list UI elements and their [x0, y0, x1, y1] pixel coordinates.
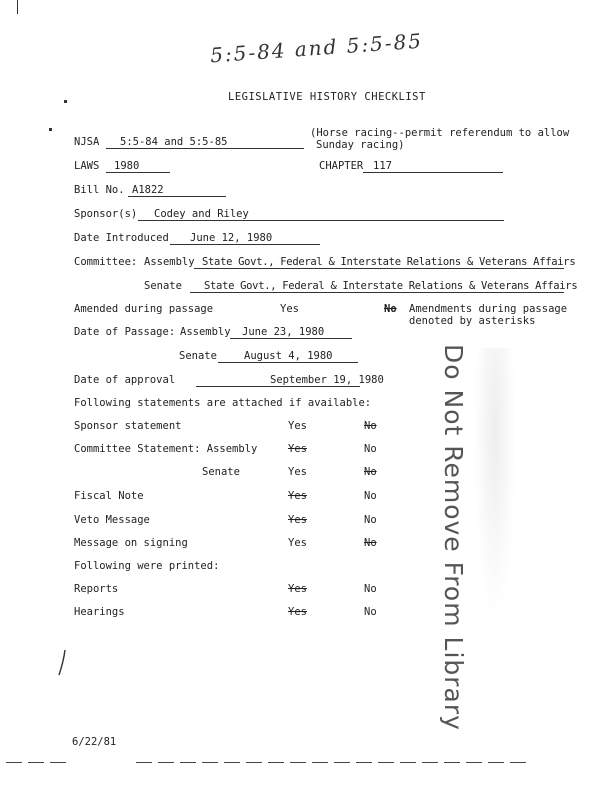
committee-assembly-label: Assembly — [144, 256, 195, 268]
amended-no: No — [384, 303, 397, 315]
page-title: LEGISLATIVE HISTORY CHECKLIST — [228, 91, 426, 103]
statement-yes: Yes — [288, 420, 307, 432]
passage-assembly-value: June 23, 1980 — [230, 326, 352, 339]
printed-heading: Following were printed: — [74, 560, 220, 572]
statement-yes: Yes — [288, 514, 307, 526]
statement-label: Veto Message — [74, 514, 150, 526]
date-of-passage-label: Date of Passage: — [74, 326, 176, 338]
statement-no: No — [364, 490, 377, 502]
passage-assembly-label: Assembly — [180, 326, 231, 338]
statement-yes: Yes — [288, 466, 307, 478]
statement-yes: Yes — [288, 537, 307, 549]
printed-label: Hearings — [74, 606, 125, 618]
njsa-note-line2: Sunday racing) — [316, 139, 405, 151]
handwritten-mark — [56, 648, 70, 678]
attached-heading: Following statements are attached if available: — [74, 397, 372, 409]
date-of-approval-label: Date of approval — [74, 374, 176, 386]
njsa-value: 5:5-84 and 5:5-85 — [106, 136, 304, 149]
passage-senate-value: August 4, 1980 — [218, 350, 358, 363]
sponsor-value: Codey and Riley — [138, 208, 504, 221]
amended-label: Amended during passage — [74, 303, 214, 315]
laws-label: LAWS — [74, 160, 100, 172]
passage-senate-label: Senate — [179, 350, 217, 362]
statement-no: No — [364, 466, 377, 478]
amended-yes: Yes — [280, 303, 299, 315]
bill-value: A1822 — [128, 184, 226, 197]
sponsor-label: Sponsor(s) — [74, 208, 138, 220]
statement-label: Senate — [202, 466, 240, 478]
statement-no: No — [364, 537, 377, 549]
chapter-label: CHAPTER — [319, 160, 364, 172]
statement-label: Fiscal Note — [74, 490, 144, 502]
statement-no: No — [364, 443, 377, 455]
scan-mark — [17, 0, 18, 14]
date-introduced-label: Date Introduced — [74, 232, 169, 244]
footer-dashes-left — [6, 748, 72, 767]
handwritten-heading: 5:5-84 and 5:5-85 — [209, 28, 424, 68]
bill-label: Bill No. — [74, 184, 125, 196]
statement-no: No — [364, 514, 377, 526]
amended-note-line1: Amendments during passage — [409, 303, 568, 315]
printed-label: Reports — [74, 583, 119, 595]
njsa-note-line1: (Horse racing--permit referendum to allow — [310, 127, 570, 139]
amended-note-line2: denoted by asterisks — [409, 315, 536, 327]
scan-dot — [49, 128, 52, 131]
committee-senate-label: Senate — [144, 280, 182, 292]
committee-assembly-value: State Govt., Federal & Interstate Relations & Veterans Affairs — [194, 256, 564, 269]
laws-value: 1980 — [106, 160, 170, 173]
chapter-value: 117 — [363, 160, 503, 173]
printed-no: No — [364, 606, 377, 618]
printed-no: No — [364, 583, 377, 595]
scan-dot — [64, 100, 67, 103]
statement-no: No — [364, 420, 377, 432]
footer-dashes-right — [136, 748, 532, 767]
printed-yes: Yes — [288, 606, 307, 618]
statement-label: Sponsor statement — [74, 420, 182, 432]
stamp-smudge — [474, 348, 516, 624]
statement-yes: Yes — [288, 443, 307, 455]
date-introduced-value: June 12, 1980 — [170, 232, 320, 245]
date-of-approval-value: September 19, 1980 — [196, 374, 360, 387]
library-stamp: Do Not Remove From Library — [439, 344, 468, 731]
njsa-label: NJSA — [74, 136, 100, 148]
printed-yes: Yes — [288, 583, 307, 595]
statement-label: Committee Statement: Assembly — [74, 443, 258, 455]
committee-senate-value: State Govt., Federal & Interstate Relations & Veterans Affairs — [190, 280, 564, 293]
committee-label: Committee: — [74, 256, 138, 268]
footer-date: 6/22/81 — [72, 736, 117, 748]
statement-label: Message on signing — [74, 537, 188, 549]
statement-yes: Yes — [288, 490, 307, 502]
